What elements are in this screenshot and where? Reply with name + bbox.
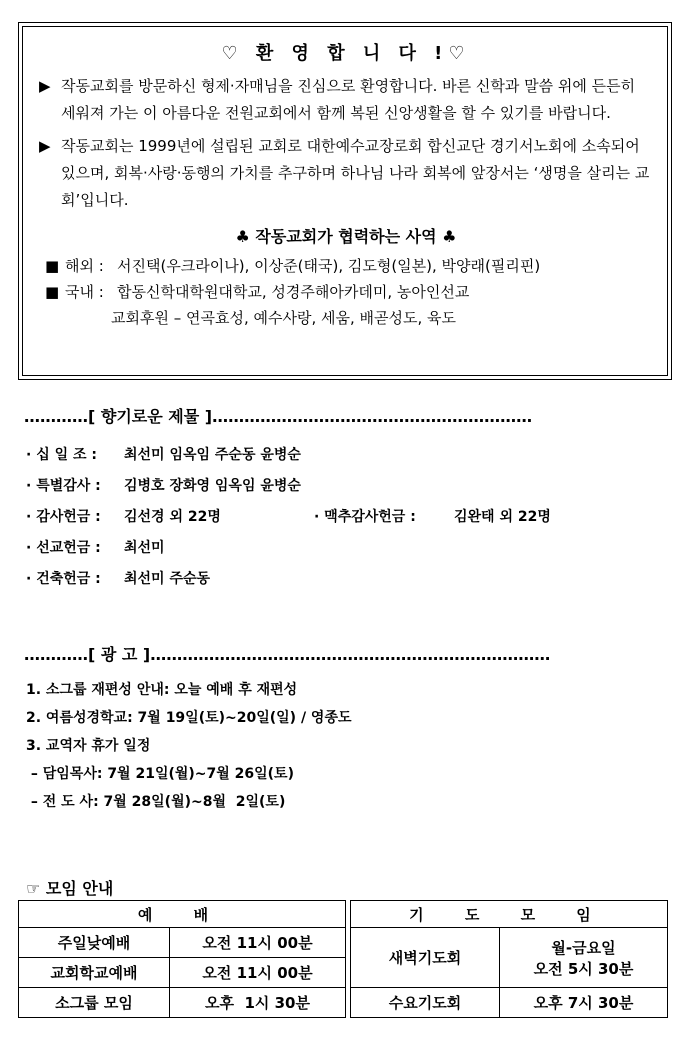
worship-header: 예 배 (19, 901, 346, 928)
offering-row (26, 440, 551, 471)
offering-value-2: 김완태 외 22명 (454, 509, 551, 525)
mission-domestic-cont (39, 305, 653, 331)
table-row (19, 988, 668, 1018)
announcement-line: 3. 교역자 휴가 일정 (26, 738, 151, 754)
domestic-label: 국내 : (65, 283, 104, 301)
offerings-list (26, 440, 551, 595)
announcements-list (26, 676, 352, 816)
worship-time: 오전 11시 00분 (170, 958, 346, 988)
welcome-paragraph-1 (39, 73, 653, 127)
offering-value: 김선경 외 22명 (124, 509, 221, 525)
worship-time: 오후 1시 30분 (170, 988, 346, 1018)
offerings-header: …………[ 향기로운 제물 ]…………………………………………………… (24, 407, 533, 426)
prayer-time-days: 월-금요일 (551, 938, 616, 957)
prayer-name: 새벽기도회 (351, 928, 500, 988)
meetings-title: ☞ 모임 안내 (26, 879, 114, 898)
offering-label-2: · 맥추감사헌금 : (314, 509, 416, 525)
offering-label: · 건축헌금 : (26, 571, 101, 587)
worship-name: 소그룹 모임 (19, 988, 170, 1018)
announcement-line: – 담임목사: 7월 21일(월)~7월 26일(토) (26, 766, 294, 782)
offering-value: 김병호 장화영 임옥임 윤병순 (124, 478, 301, 494)
welcome-text-1: 작동교회를 방문하신 형제·자매님을 진심으로 환영합니다. 바른 신학과 말씀 위에 든든히 세워져 가는 이 아름다운 전원교회에서 함께 복된 신앙생활을 할 수 있기를 바랍니다. (61, 77, 636, 122)
triangle-bullet-icon: ▶ (39, 77, 51, 95)
meetings-table (18, 900, 668, 1018)
offering-row (26, 533, 551, 564)
overseas-list: 서진택(우크라이나), 이상준(태국), 김도형(일본), 박양래(필리핀) (117, 257, 541, 275)
prayer-time-hour: 오전 5시 30분 (533, 959, 634, 978)
prayer-time (500, 928, 668, 988)
welcome-text-2: 작동교회는 1999년에 설립된 교회로 대한예수교장로회 합신교단 경기서노회에 소속되어 있으며, 회복·사랑·동행의 가치를 추구하며 하나님 나라 회복에 앞장서는 ‘생명을 살리는 교회’입니다. (61, 137, 650, 209)
worship-time: 오전 11시 00분 (170, 928, 346, 958)
prayer-header: 기 도 모 임 (351, 901, 668, 928)
offering-value: 최선미 (124, 540, 165, 556)
announcement-line: 1. 소그룹 재편성 안내: 오늘 예배 후 재편성 (26, 682, 298, 698)
table-row (19, 928, 668, 958)
welcome-box (18, 22, 672, 380)
offering-label: · 십 일 조 : (26, 447, 97, 463)
square-bullet-icon: ■ (45, 283, 60, 301)
mission-domestic (39, 279, 653, 305)
offering-label: · 특별감사 : (26, 478, 101, 494)
announcements-header: …………[ 광 고 ]………………………………………………………………… (24, 645, 551, 664)
offering-label: · 선교헌금 : (26, 540, 101, 556)
domestic-list-1: 합동신학대학원대학교, 성경주해아카데미, 농아인선교 (117, 283, 470, 301)
mission-title: ♣ 작동교회가 협력하는 사역 ♣ (235, 227, 457, 246)
worship-name: 주일낮예배 (19, 928, 170, 958)
announcement-line: – 전 도 사: 7월 28일(월)~8월 2일(토) (26, 794, 286, 810)
triangle-bullet-icon: ▶ (39, 137, 51, 155)
offering-row (26, 471, 551, 502)
offering-value: 최선미 주순동 (124, 571, 211, 587)
offering-row (26, 564, 551, 595)
prayer-name: 수요기도회 (351, 988, 500, 1018)
table-header-row (19, 901, 668, 928)
mission-overseas (39, 253, 653, 279)
offering-label: · 감사헌금 : (26, 509, 101, 525)
offering-value: 최선미 임옥임 주순동 윤병순 (124, 447, 301, 463)
square-bullet-icon: ■ (45, 257, 60, 275)
prayer-time: 오후 7시 30분 (500, 988, 668, 1018)
table-gap (346, 958, 351, 988)
worship-name: 교회학교예배 (19, 958, 170, 988)
welcome-inner (22, 26, 668, 376)
overseas-label: 해외 : (65, 257, 104, 275)
domestic-list-2: 교회후원 – 연곡효성, 예수사랑, 세움, 배곧성도, 육도 (111, 309, 456, 327)
welcome-title: ♡ 환 영 합 니 다 !♡ (221, 43, 471, 64)
welcome-paragraph-2 (39, 133, 653, 214)
offering-row (26, 502, 551, 533)
announcement-line: 2. 여름성경학교: 7월 19일(토)~20일(일) / 영종도 (26, 710, 352, 726)
